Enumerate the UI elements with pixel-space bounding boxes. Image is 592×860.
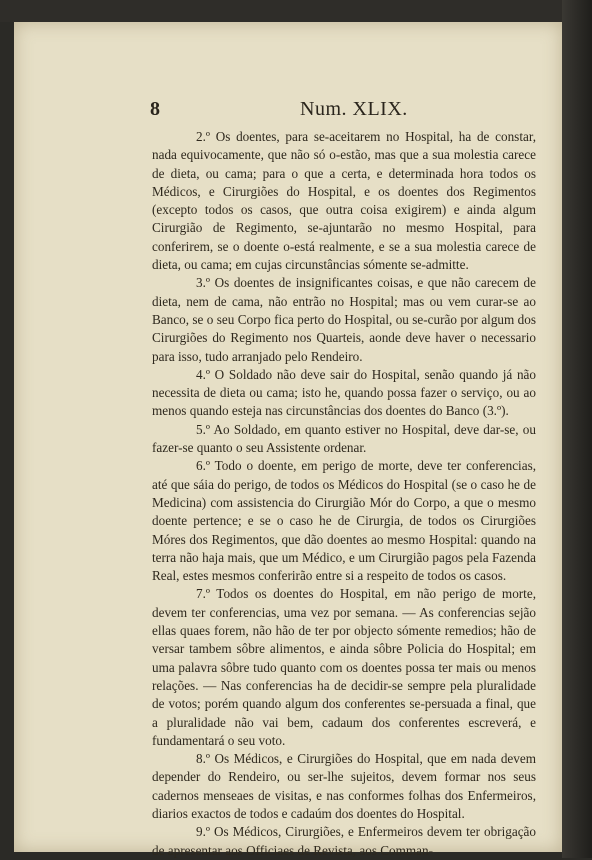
page-body [152,128,536,860]
page-header [150,98,530,124]
paragraph-7: 7.º Todos os doentes do Hospital, em não perigo de morte, devem ter conferencias, uma vez por semana. — As conferencias sejão ellas quaes forem, não hão de ter por objecto sómente remedios; hão de versar tambem sôbre alimentos, e ainda sôbre Policia do Hospital; em uma palavra sôbre tudo quanto com os doentes possa ter mais ou menos relações. — Nas conferencias ha de decidir-se sempre pela pluralidade de votos; porém quando algum dos conferentes se-persuada a final, que a pluralidade não vai bem, cadaum dos conferentes escreverá, e fundamentará o seu voto. [152,586,536,748]
paragraph-4: 4.º O Soldado não deve sair do Hospital, senão quando já não necessita de dieta ou cama; isto he, quando possa fazer o serviço, ou ao menos quando esteja nas circunstâncias dos doentes do Banco (3.º). [152,366,536,419]
paragraph-9: 9.º Os Médicos, Cirurgiões, e Enfermeiros devem ter obrigação de apresentar aos Officiaes de Revista, aos Comman- [152,824,536,858]
page-title: Num. XLIX. [300,98,408,120]
scan-border-top [0,0,592,22]
paragraph-5: 5.º Ao Soldado, em quanto estiver no Hospital, deve dar-se, ou fazer-se quanto o seu Assistente ordenar. [152,421,536,456]
paragraph-6: 6.º Todo o doente, em perigo de morte, deve ter conferencias, até que sáia do perigo, de todos os Médicos do Hospital (se o caso he de Medicina) com assistencia do Cirurgião Mór do Corpo, a que o mesmo doente pertence; e se o caso he de Cirurgia, de todos os Cirurgiões Móres dos Regimentos, que dão doentes ao mesmo Hospital: quando na terra não haja mais, que um Médico, e um Cirurgião pagos pela Fazenda Real, estes mesmos conferirão entre si a respeito de todos os casos. [152,458,536,584]
page-number: 8 [150,98,160,120]
scan-border-right [562,0,592,858]
paragraph-8: 8.º Os Médicos, e Cirurgiões do Hospital, que em nada devem depender do Rendeiro, ou ser-lhe sujeitos, devem formar nos seus cadernos menseaes de visitas, e nas conformes folhas dos Enfermeiros, diarios exactos de todos e cadaúm dos doentes do Hospital. [152,751,536,821]
paragraph-3: 3.º Os doentes de insignificantes coisas, e que não carecem de dieta, nem de cama, não entrão no Hospital; mas ou vem curar-se ao Banco, se o seu Corpo fica perto do Hospital, ou se-curão por algum dos Cirurgiões do Regimento nos Quarteis, aonde deve haver o necessario para isso, tudo arranjado pelo Rendeiro. [152,275,536,364]
paragraph-2: 2.º Os doentes, para se-aceitarem no Hospital, ha de constar, nada equivocamente, que não só o-estão, mas que a sua molestia carece de dieta, ou cama; para o que a certa, e determinada hora todos os Médicos, e Cirurgiões do Hospital, e os doentes dos Regimentos (excepto todos os casos, que outra coisa exigirem) e ainda algum Cirurgião de Regimento, se-ajuntarão no mesmo Hospital, para conferirem, se o doente o-está realmente, e se a sua molestia carece de dieta, ou cama; em cujas circunstâncias sómente se-admitte. [152,129,536,273]
